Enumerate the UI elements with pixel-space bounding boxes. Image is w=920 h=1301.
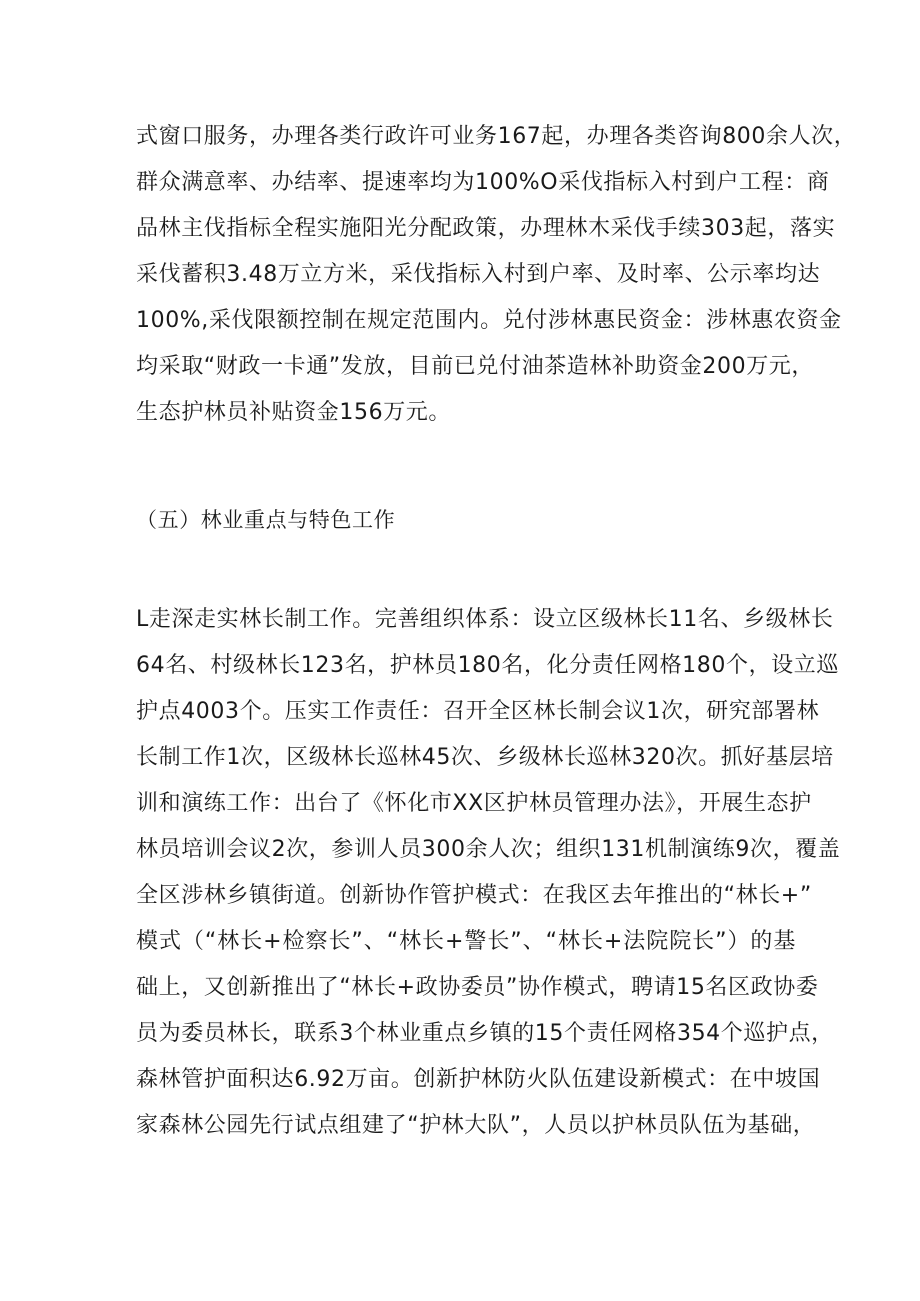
paragraph-2-line-8: 模式（“林长+检察长”、“林长+警长”、“林长+法院院长”）的基 xyxy=(136,929,796,954)
paragraph-2-line-10: 员为委员林长，联系3个林业重点乡镇的15个责任网格354个巡护点， xyxy=(136,1021,834,1046)
paragraph-2-line-2: 64名、村级林长123名，护林员180名，化分责任网格180个，设立巡 xyxy=(136,653,839,678)
paragraph-1-line-7: 生态护林员补贴资金156万元。 xyxy=(136,400,451,425)
paragraph-2-line-5: 训和演练工作：出台了《怀化市XX区护林员管理办法》，开展生态护 xyxy=(136,791,812,816)
paragraph-2-line-9: 础上，又创新推出了“林长+政协委员”协作模式，聘请15名区政协委 xyxy=(136,975,819,1000)
paragraph-1-line-6: 均采取“财政一卡通”发放，目前已兑付油茶造林补助资金200万元， xyxy=(136,354,814,379)
paragraph-1-line-3: 品林主伐指标全程实施阳光分配政策，办理林木采伐手续303起，落实 xyxy=(136,216,836,241)
paragraph-2-line-6: 林员培训会议2次，参训人员300余人次；组织131机制演练9次，覆盖 xyxy=(136,837,841,862)
paragraph-2-line-3: 护点4003个。压实工作责任：召开全区林长制会议1次，研究部署林 xyxy=(136,699,820,724)
section-heading: （五）林业重点与特色工作 xyxy=(136,508,396,532)
paragraph-1-line-4: 采伐蓄积3.48万立方米，采伐指标入村到户率、及时率、公示率均达 xyxy=(136,262,821,287)
paragraph-2-line-4: 长制工作1次，区级林长巡林45次、乡级林长巡林320次。抓好基层培 xyxy=(136,745,834,770)
paragraph-2-line-12: 家森林公园先行试点组建了“护林大队”，人员以护林员队伍为基础， xyxy=(136,1113,816,1138)
paragraph-2-line-1: L走深走实林长制工作。完善组织体系：设立区级林长11名、乡级林长 xyxy=(136,607,834,632)
paragraph-1-line-2: 群众满意率、办结率、提速率均为100%O采伐指标入村到户工程：商 xyxy=(136,170,830,195)
paragraph-1-line-1: 式窗口服务，办理各类行政许可业务167起，办理各类咨询800余人次， xyxy=(136,124,857,149)
paragraph-1-line-5: 100%,采伐限额控制在规定范围内。兑付涉林惠民资金：涉林惠农资金 xyxy=(136,308,842,333)
paragraph-2-line-7: 全区涉林乡镇街道。创新协作管护模式：在我区去年推出的“林长+” xyxy=(136,883,812,908)
paragraph-2-line-11: 森林管护面积达6.92万亩。创新护林防火队伍建设新模式：在中坡国 xyxy=(136,1067,821,1092)
